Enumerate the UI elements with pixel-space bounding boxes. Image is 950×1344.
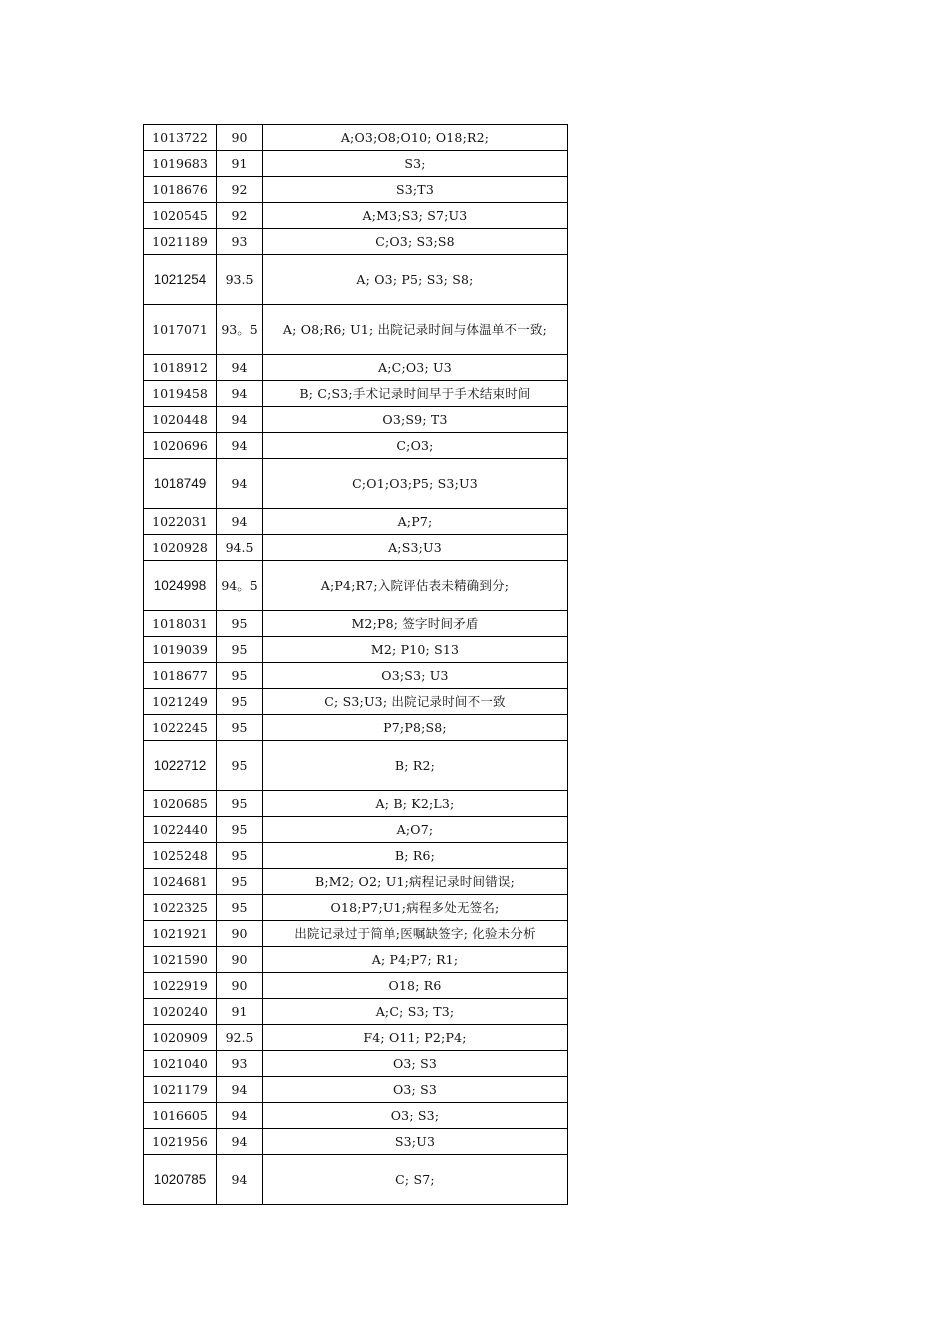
record-id-cell: 1018749 xyxy=(144,459,217,509)
record-id-cell: 1020545 xyxy=(144,203,217,229)
deficiency-note-cell: A;C;O3; U3 xyxy=(263,355,568,381)
deficiency-note-cell: A; O3; P5; S3; S8; xyxy=(263,255,568,305)
deficiency-note-cell: S3;T3 xyxy=(263,177,568,203)
records-table xyxy=(143,124,568,1205)
score-cell: 95 xyxy=(217,611,263,637)
record-id-cell: 1025248 xyxy=(144,843,217,869)
record-id-cell: 1021189 xyxy=(144,229,217,255)
table-row xyxy=(144,381,568,407)
deficiency-note-cell: O3; S3; xyxy=(263,1103,568,1129)
record-id-cell: 1021249 xyxy=(144,689,217,715)
deficiency-note-cell: A;M3;S3; S7;U3 xyxy=(263,203,568,229)
deficiency-note-cell: O18;P7;U1;病程多处无签名; xyxy=(263,895,568,921)
table-row xyxy=(144,1155,568,1205)
score-cell: 95 xyxy=(217,869,263,895)
table-row xyxy=(144,715,568,741)
score-cell: 94 xyxy=(217,459,263,509)
score-cell: 95 xyxy=(217,791,263,817)
score-cell: 94.5 xyxy=(217,535,263,561)
score-cell: 94 xyxy=(217,1077,263,1103)
record-id-cell: 1024681 xyxy=(144,869,217,895)
record-id-cell: 1021040 xyxy=(144,1051,217,1077)
record-id-cell: 1020785 xyxy=(144,1155,217,1205)
table-row xyxy=(144,741,568,791)
score-cell: 92 xyxy=(217,177,263,203)
score-cell: 90 xyxy=(217,973,263,999)
score-cell: 94 xyxy=(217,1103,263,1129)
deficiency-note-cell: S3;U3 xyxy=(263,1129,568,1155)
table-row xyxy=(144,561,568,611)
record-id-cell: 1021921 xyxy=(144,921,217,947)
record-id-cell: 1022712 xyxy=(144,741,217,791)
deficiency-note-cell: B; R2; xyxy=(263,741,568,791)
record-id-cell: 1019458 xyxy=(144,381,217,407)
record-id-cell: 1021590 xyxy=(144,947,217,973)
deficiency-note-cell: O3; S3 xyxy=(263,1051,568,1077)
record-id-cell: 1022031 xyxy=(144,509,217,535)
deficiency-note-cell: A;S3;U3 xyxy=(263,535,568,561)
deficiency-note-cell: P7;P8;S8; xyxy=(263,715,568,741)
record-id-cell: 1016605 xyxy=(144,1103,217,1129)
table-row xyxy=(144,791,568,817)
table-row xyxy=(144,1025,568,1051)
record-id-cell: 1020448 xyxy=(144,407,217,433)
record-id-cell: 1020928 xyxy=(144,535,217,561)
table-row xyxy=(144,509,568,535)
table-row xyxy=(144,305,568,355)
table-row xyxy=(144,151,568,177)
score-cell: 95 xyxy=(217,843,263,869)
deficiency-note-cell: B; C;S3;手术记录时间早于手术结束时间 xyxy=(263,381,568,407)
table-row xyxy=(144,869,568,895)
record-id-cell: 1020909 xyxy=(144,1025,217,1051)
record-id-cell: 1017071 xyxy=(144,305,217,355)
score-cell: 95 xyxy=(217,715,263,741)
score-cell: 95 xyxy=(217,689,263,715)
deficiency-note-cell: A; O8;R6; U1; 出院记录时间与体温单不一致; xyxy=(263,305,568,355)
score-cell: 90 xyxy=(217,125,263,151)
score-cell: 91 xyxy=(217,151,263,177)
deficiency-note-cell: M2;P8; 签字时间矛盾 xyxy=(263,611,568,637)
deficiency-note-cell: O3;S9; T3 xyxy=(263,407,568,433)
table-row xyxy=(144,663,568,689)
table-row xyxy=(144,895,568,921)
table-row xyxy=(144,999,568,1025)
score-cell: 92.5 xyxy=(217,1025,263,1051)
table-row xyxy=(144,1103,568,1129)
score-cell: 94 xyxy=(217,509,263,535)
deficiency-note-cell: C; S7; xyxy=(263,1155,568,1205)
table-row xyxy=(144,1077,568,1103)
score-cell: 91 xyxy=(217,999,263,1025)
record-id-cell: 1021956 xyxy=(144,1129,217,1155)
table-row xyxy=(144,689,568,715)
record-id-cell: 1018031 xyxy=(144,611,217,637)
deficiency-note-cell: A;P7; xyxy=(263,509,568,535)
record-id-cell: 1022245 xyxy=(144,715,217,741)
deficiency-note-cell: 出院记录过于简单;医嘱缺签字; 化验未分析 xyxy=(263,921,568,947)
deficiency-note-cell: O3;S3; U3 xyxy=(263,663,568,689)
table-row xyxy=(144,125,568,151)
score-cell: 92 xyxy=(217,203,263,229)
table-row xyxy=(144,535,568,561)
score-cell: 95 xyxy=(217,663,263,689)
score-cell: 94 xyxy=(217,381,263,407)
score-cell: 95 xyxy=(217,741,263,791)
deficiency-note-cell: A; P4;P7; R1; xyxy=(263,947,568,973)
table-row xyxy=(144,255,568,305)
score-cell: 95 xyxy=(217,817,263,843)
record-id-cell: 1018677 xyxy=(144,663,217,689)
deficiency-note-cell: B; R6; xyxy=(263,843,568,869)
table-row xyxy=(144,203,568,229)
record-id-cell: 1022919 xyxy=(144,973,217,999)
table-row xyxy=(144,229,568,255)
score-cell: 94 xyxy=(217,1129,263,1155)
deficiency-note-cell: B;M2; O2; U1;病程记录时间错误; xyxy=(263,869,568,895)
score-cell: 95 xyxy=(217,895,263,921)
score-cell: 90 xyxy=(217,947,263,973)
table-row xyxy=(144,459,568,509)
score-cell: 93 xyxy=(217,1051,263,1077)
score-cell: 93.5 xyxy=(217,255,263,305)
deficiency-note-cell: C;O3; xyxy=(263,433,568,459)
table-row xyxy=(144,611,568,637)
record-id-cell: 1018676 xyxy=(144,177,217,203)
record-id-cell: 1021254 xyxy=(144,255,217,305)
score-cell: 93 xyxy=(217,229,263,255)
deficiency-note-cell: C;O1;O3;P5; S3;U3 xyxy=(263,459,568,509)
records-table-body xyxy=(144,125,568,1205)
score-cell: 90 xyxy=(217,921,263,947)
record-id-cell: 1021179 xyxy=(144,1077,217,1103)
score-cell: 94 xyxy=(217,407,263,433)
deficiency-note-cell: A; B; K2;L3; xyxy=(263,791,568,817)
deficiency-note-cell: C; S3;U3; 出院记录时间不一致 xyxy=(263,689,568,715)
table-row xyxy=(144,407,568,433)
record-id-cell: 1024998 xyxy=(144,561,217,611)
deficiency-note-cell: F4; O11; P2;P4; xyxy=(263,1025,568,1051)
table-row xyxy=(144,355,568,381)
table-row xyxy=(144,817,568,843)
record-id-cell: 1020685 xyxy=(144,791,217,817)
score-cell: 94 xyxy=(217,433,263,459)
record-id-cell: 1022325 xyxy=(144,895,217,921)
table-row xyxy=(144,947,568,973)
record-id-cell: 1019683 xyxy=(144,151,217,177)
table-row xyxy=(144,433,568,459)
deficiency-note-cell: O18; R6 xyxy=(263,973,568,999)
record-id-cell: 1013722 xyxy=(144,125,217,151)
score-cell: 95 xyxy=(217,637,263,663)
score-cell: 94。5 xyxy=(217,561,263,611)
table-row xyxy=(144,921,568,947)
score-cell: 94 xyxy=(217,355,263,381)
record-id-cell: 1020696 xyxy=(144,433,217,459)
deficiency-note-cell: A;C; S3; T3; xyxy=(263,999,568,1025)
record-id-cell: 1018912 xyxy=(144,355,217,381)
deficiency-note-cell: A;O7; xyxy=(263,817,568,843)
table-row xyxy=(144,973,568,999)
deficiency-note-cell: A;P4;R7;入院评估表未精确到分; xyxy=(263,561,568,611)
record-id-cell: 1022440 xyxy=(144,817,217,843)
record-id-cell: 1019039 xyxy=(144,637,217,663)
table-row xyxy=(144,637,568,663)
table-row xyxy=(144,1051,568,1077)
table-row xyxy=(144,1129,568,1155)
deficiency-note-cell: O3; S3 xyxy=(263,1077,568,1103)
record-id-cell: 1020240 xyxy=(144,999,217,1025)
table-row xyxy=(144,177,568,203)
deficiency-note-cell: C;O3; S3;S8 xyxy=(263,229,568,255)
deficiency-note-cell: S3; xyxy=(263,151,568,177)
score-cell: 94 xyxy=(217,1155,263,1205)
table-row xyxy=(144,843,568,869)
deficiency-note-cell: M2; P10; S13 xyxy=(263,637,568,663)
score-cell: 93。5 xyxy=(217,305,263,355)
deficiency-note-cell: A;O3;O8;O10; O18;R2; xyxy=(263,125,568,151)
